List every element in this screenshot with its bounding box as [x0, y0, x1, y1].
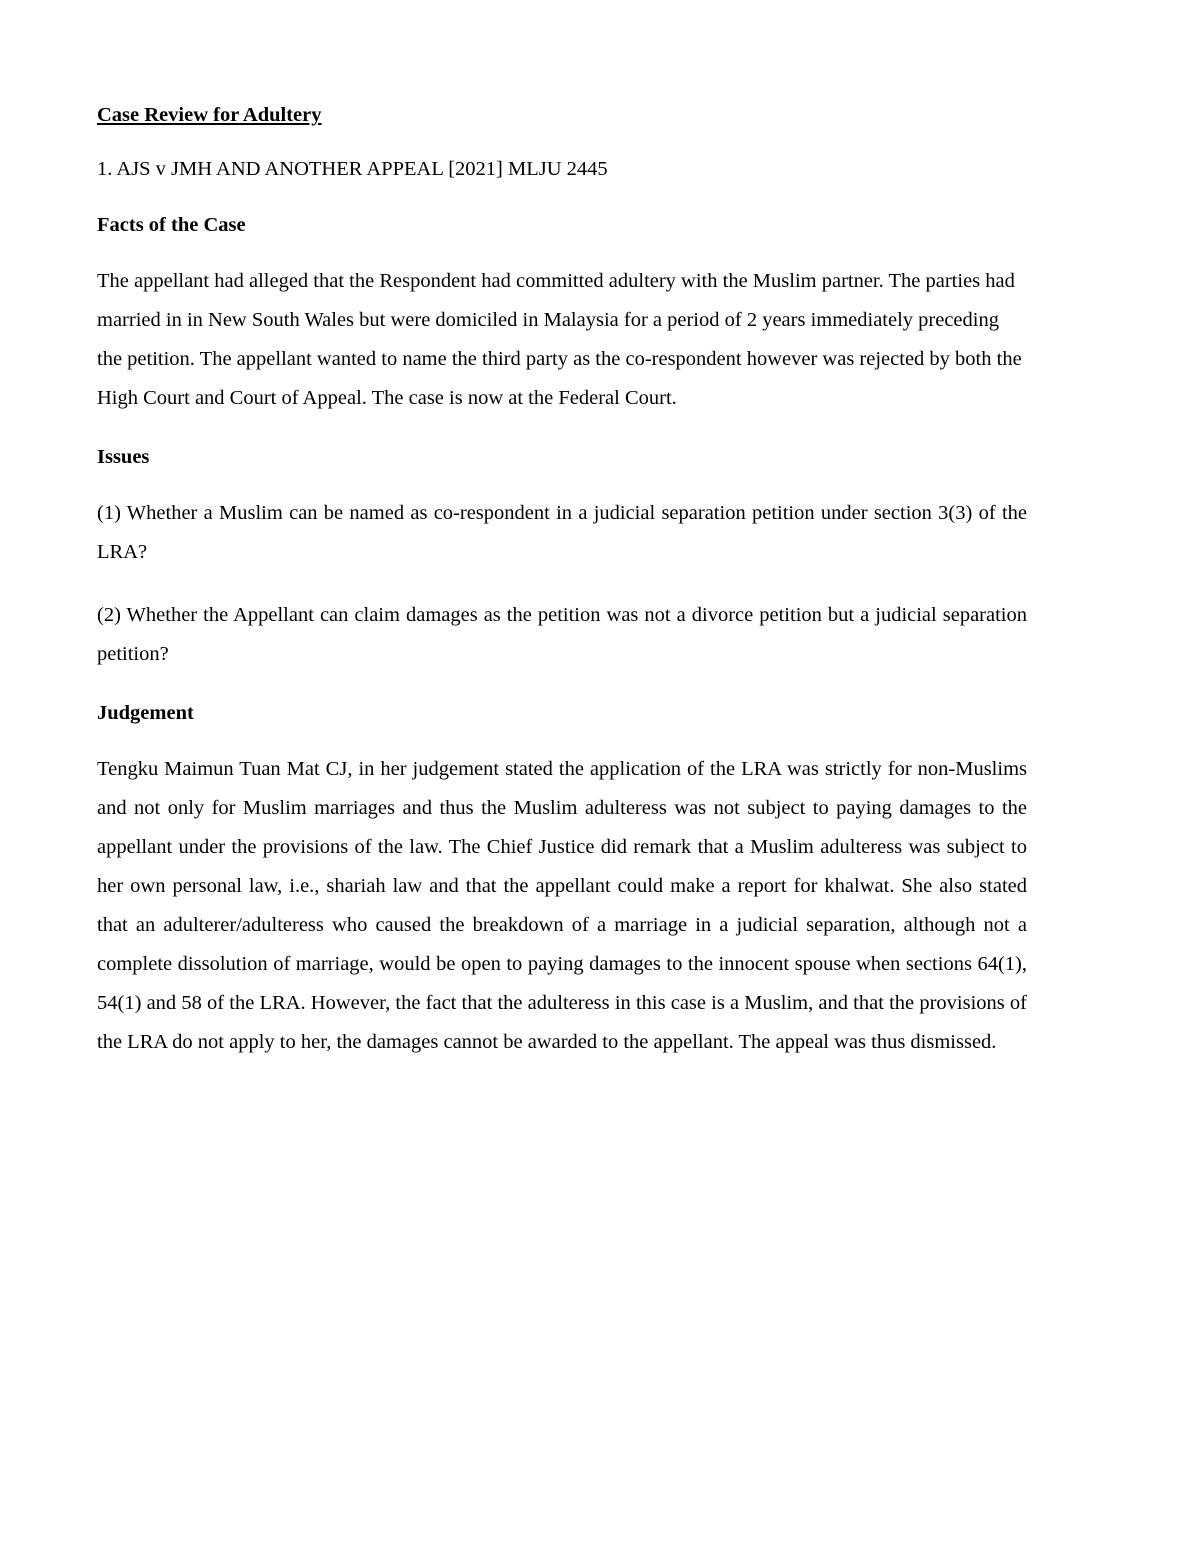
issue-item-2: (2) Whether the Appellant can claim damages as the petition was not a divorce petition but a judicial separation petition?	[97, 604, 1027, 665]
document-body	[97, 100, 1027, 1086]
facts-paragraph: The appellant had alleged that the Respondent had committed adultery with the Muslim partner. The parties had married in in New South Wales but were domiciled in Malaysia for a period of 2 years immediately preceding the petition. The appellant wanted to name the third party as the co-respondent however was rejected by both the High Court and Court of Appeal. The case is now at the Federal Court.	[97, 270, 1022, 409]
facts-heading: Facts of the Case	[97, 214, 246, 236]
issue-item-1: (1) Whether a Muslim can be named as co-respondent in a judicial separation petition under section 3(3) of the LRA?	[97, 502, 1027, 563]
judgement-paragraph: Tengku Maimun Tuan Mat CJ, in her judgement stated the application of the LRA was strictly for non-Muslims and not only for Muslim marriages and thus the Muslim adulteress was not subject to paying damages to the appellant under the provisions of the law. The Chief Justice did remark that a Muslim adulteress was subject to her own personal law, i.e., shariah law and that the appellant could make a report for khalwat. She also stated that an adulterer/adulteress who caused the breakdown of a marriage in a judicial separation, although not a complete dissolution of marriage, would be open to paying damages to the innocent spouse when sections 64(1), 54(1) and 58 of the LRA. However, the fact that the adulteress in this case is a Muslim, and that the provisions of the LRA do not apply to her, the damages cannot be awarded to the appellant. The appeal was thus dismissed.	[97, 758, 1027, 1053]
case-reference: 1. AJS v JMH AND ANOTHER APPEAL [2021] MLJU 2445	[97, 158, 608, 180]
judgement-heading: Judgement	[97, 702, 194, 724]
issues-heading: Issues	[97, 446, 150, 468]
document-title: Case Review for Adultery	[97, 104, 322, 126]
